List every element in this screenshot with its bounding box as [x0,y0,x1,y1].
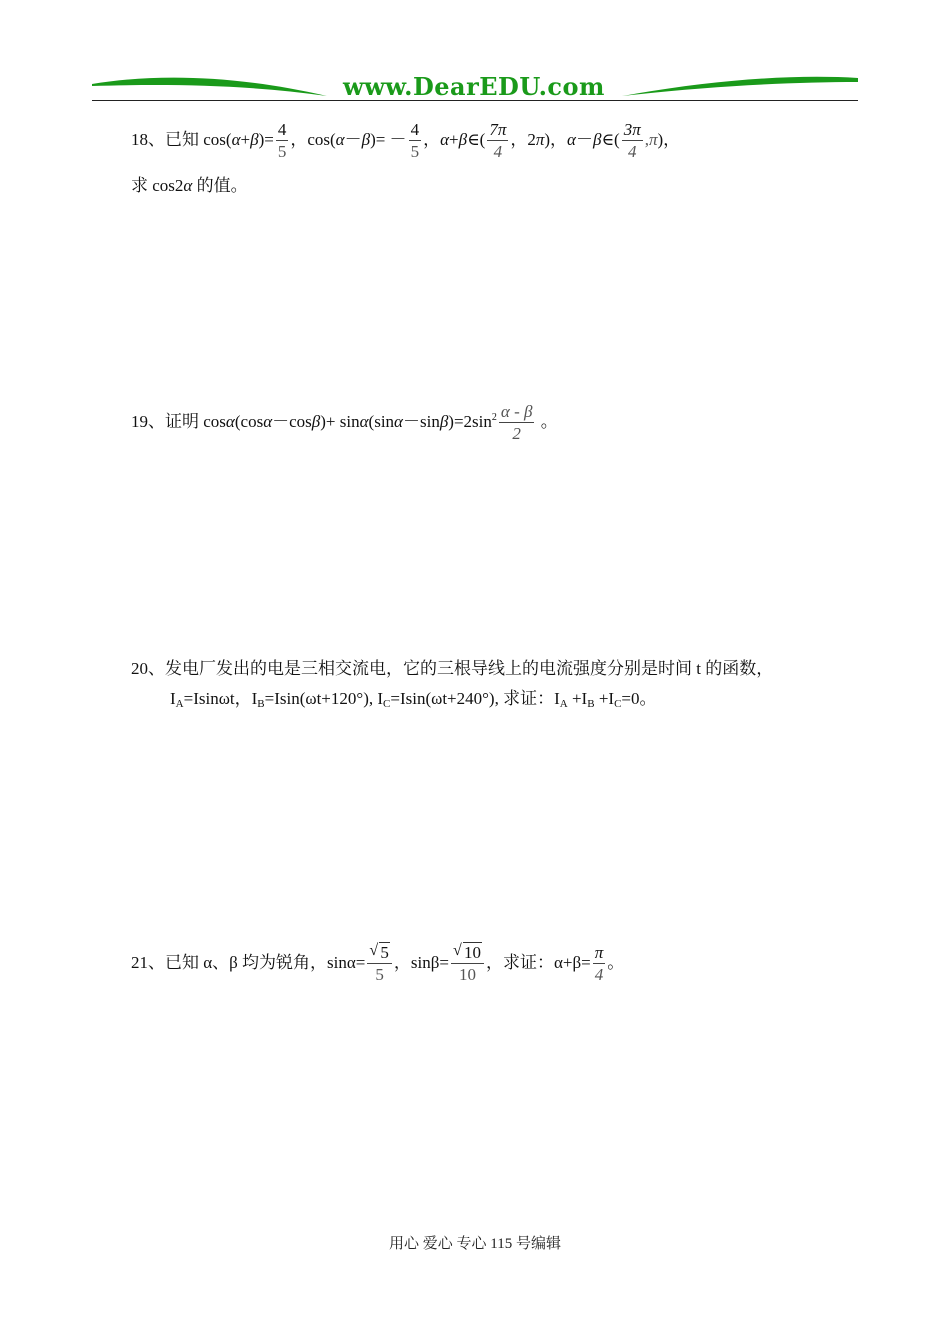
question-19-line-1: 19、证明 $\cos\alpha(\cos\alpha-\cos\beta)+ \sin\alpha(\sin\alpha-\sin\beta)=2\sin^2$ $\frac{\alpha - \beta}{2}$ 。 [131,402,558,444]
question-18-line-2: 求 cos2α 的值。 [131,176,248,195]
question-18-line-1: 18、已知 cos(α+β)= $\frac{4}{5}$ ，cos(α－β)= － $\frac{4}{5}$ ，α+β∈( $\frac{7\pi}{4}$ ，2π)，α－β∈( $\frac{3\pi}{4}$ ,π)， [131,120,681,162]
page-footer: 用心 爱心 专心 115 号编辑 [389,1236,561,1252]
fraction-sqrt10-over-10: √ 10 10 [451,943,484,986]
question-21-line-1: 21、已知 α、β 均为锐角，sinα= √ 5 5 ，sinβ= √ 10 10 ，求证：α+β= $\frac{\pi}{4}$ 。 [131,942,625,985]
header-divider [92,100,858,101]
fraction-sqrt5-over-5: √ 5 5 [367,943,392,986]
fraction-4-5: $\frac{4}{5}$ [277,120,287,162]
fraction-alpha-minus-beta-over-2: $\frac{\alpha - \beta}{2}$ [500,402,533,444]
logo-text: www.DearEDU.com [343,72,605,101]
question-20-line-1: 20、发电厂发出的电是三相交流电，它的三根导线上的电流强度分别是时间 t 的函数， [131,659,774,678]
fraction-3pi-4: $\frac{3\pi}{4}$ [623,120,641,162]
fraction-pi-over-4: $\frac{\pi}{4}$ [594,943,604,985]
fraction-7pi-4: $\frac{7\pi}{4}$ [489,120,507,162]
fraction-4-5-neg: $\frac{4}{5}$ [410,120,420,162]
question-20-line-2: $I_A=Isin\omega t$，$I_B=Isin(\omega t+120^\circ)$, $I_C=Isin(\omega t+240^\circ)$, 求证：$I_A +I_B +I_C=0$。 [170,689,657,710]
